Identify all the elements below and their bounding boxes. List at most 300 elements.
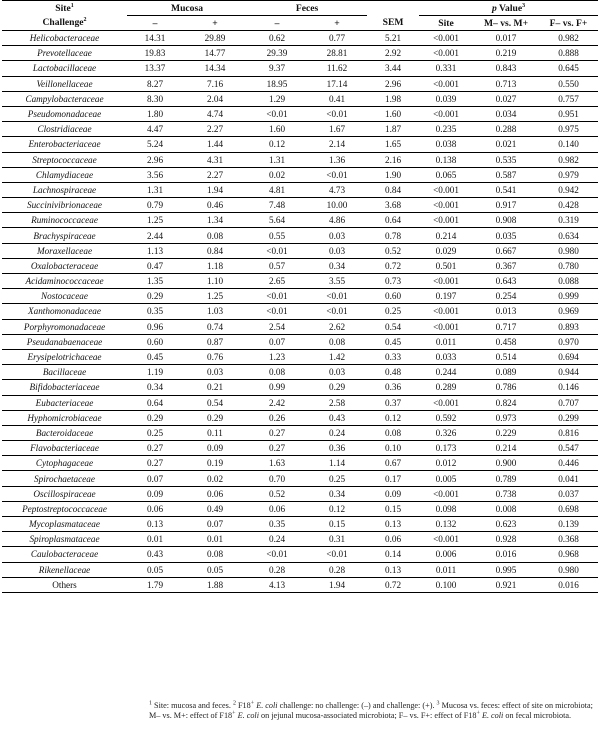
family-name-cell: Enterobacteriaceae bbox=[2, 137, 127, 152]
sem-cell: 3.44 bbox=[367, 61, 419, 76]
mucosa-plus-cell: 0.21 bbox=[183, 380, 247, 395]
sem-cell: 0.09 bbox=[367, 486, 419, 501]
feces-plus-cell: 1.42 bbox=[307, 349, 367, 364]
site-pvalue-cell: 0.244 bbox=[419, 365, 473, 380]
mucosa-minus-cell: 0.34 bbox=[127, 380, 183, 395]
mm-pvalue-cell: 0.717 bbox=[473, 319, 539, 334]
site-pvalue-cell: 0.033 bbox=[419, 349, 473, 364]
feces-plus-cell: 2.14 bbox=[307, 137, 367, 152]
sem-cell: 1.87 bbox=[367, 122, 419, 137]
feces-minus-cell: 0.70 bbox=[247, 471, 307, 486]
feces-minus-cell: 0.26 bbox=[247, 410, 307, 425]
feces-minus-cell: 0.57 bbox=[247, 258, 307, 273]
table-row bbox=[2, 167, 598, 182]
ff-pvalue-cell: 0.140 bbox=[539, 137, 598, 152]
feces-minus-cell: <0.01 bbox=[247, 289, 307, 304]
feces-minus-cell: <0.01 bbox=[247, 243, 307, 258]
family-name-cell: Oxalobacteraceae bbox=[2, 258, 127, 273]
mm-pvalue-cell: 0.367 bbox=[473, 258, 539, 273]
table-row bbox=[2, 91, 598, 106]
sem-cell: 0.54 bbox=[367, 319, 419, 334]
sem-cell: 0.84 bbox=[367, 182, 419, 197]
mucosa-minus-cell: 0.09 bbox=[127, 486, 183, 501]
mm-pvalue-cell: 0.738 bbox=[473, 486, 539, 501]
site-pvalue-cell: 0.029 bbox=[419, 243, 473, 258]
mucosa-plus-cell: 0.01 bbox=[183, 532, 247, 547]
sem-cell: 0.72 bbox=[367, 258, 419, 273]
mucosa-plus-cell: 0.05 bbox=[183, 562, 247, 577]
mucosa-plus-cell: 1.34 bbox=[183, 213, 247, 228]
mucosa-minus-cell: 4.47 bbox=[127, 122, 183, 137]
family-name-cell: Lactobacillaceae bbox=[2, 61, 127, 76]
table-row bbox=[2, 501, 598, 516]
family-name-cell: Peptostreptococcaceae bbox=[2, 501, 127, 516]
ff-pvalue-cell: 0.757 bbox=[539, 91, 598, 106]
mucosa-plus-cell: 0.54 bbox=[183, 395, 247, 410]
feces-minus-cell: <0.01 bbox=[247, 547, 307, 562]
mm-pvalue-cell: 0.021 bbox=[473, 137, 539, 152]
pvalue-header: p Value$^3$ bbox=[419, 1, 598, 16]
mm-pvalue-header: M– vs. M+ bbox=[473, 16, 539, 31]
site-pvalue-cell: 0.132 bbox=[419, 517, 473, 532]
mucosa-plus-cell: 1.25 bbox=[183, 289, 247, 304]
table-row bbox=[2, 122, 598, 137]
feces-minus-cell: <0.01 bbox=[247, 304, 307, 319]
family-name-cell: Bifidobacteriaceae bbox=[2, 380, 127, 395]
sem-cell: 0.06 bbox=[367, 532, 419, 547]
feces-minus-cell: 0.99 bbox=[247, 380, 307, 395]
mucosa-minus-cell: 0.64 bbox=[127, 395, 183, 410]
ff-pvalue-cell: 0.951 bbox=[539, 106, 598, 121]
feces-minus-cell: 0.12 bbox=[247, 137, 307, 152]
mucosa-plus-cell: 0.46 bbox=[183, 198, 247, 213]
mucosa-minus-cell: 0.29 bbox=[127, 289, 183, 304]
family-name-cell: Nostocaceae bbox=[2, 289, 127, 304]
family-name-cell: Spirochaetaceae bbox=[2, 471, 127, 486]
site-pvalue-cell: <0.001 bbox=[419, 319, 473, 334]
mucosa-minus-cell: 0.27 bbox=[127, 441, 183, 456]
site-pvalue-cell: 0.011 bbox=[419, 334, 473, 349]
feces-plus-cell: 0.25 bbox=[307, 471, 367, 486]
family-name-cell: Helicobacteraceae bbox=[2, 31, 127, 46]
ff-pvalue-cell: 0.780 bbox=[539, 258, 598, 273]
sem-cell: 1.65 bbox=[367, 137, 419, 152]
table-row bbox=[2, 380, 598, 395]
ff-pvalue-cell: 0.970 bbox=[539, 334, 598, 349]
feces-plus-cell: 0.34 bbox=[307, 258, 367, 273]
sem-cell: 1.60 bbox=[367, 106, 419, 121]
table-row bbox=[2, 137, 598, 152]
mucosa-minus-cell: 8.30 bbox=[127, 91, 183, 106]
blank-header bbox=[367, 1, 419, 16]
table-row bbox=[2, 334, 598, 349]
family-name-cell: Prevotellaceae bbox=[2, 46, 127, 61]
feces-plus-cell: 1.94 bbox=[307, 577, 367, 592]
mm-pvalue-cell: 0.587 bbox=[473, 167, 539, 182]
site-pvalue-cell: <0.001 bbox=[419, 182, 473, 197]
feces-minus-cell: 5.64 bbox=[247, 213, 307, 228]
mucosa-minus-cell: 0.96 bbox=[127, 319, 183, 334]
mm-pvalue-cell: 0.027 bbox=[473, 91, 539, 106]
mm-pvalue-cell: 0.458 bbox=[473, 334, 539, 349]
table-row bbox=[2, 577, 598, 592]
header-row-site bbox=[2, 1, 598, 16]
site-pvalue-cell: <0.001 bbox=[419, 395, 473, 410]
feces-plus-cell: <0.01 bbox=[307, 304, 367, 319]
family-name-cell: Xanthomonadaceae bbox=[2, 304, 127, 319]
feces-plus-cell: 2.62 bbox=[307, 319, 367, 334]
family-name-cell: Ruminococcaceae bbox=[2, 213, 127, 228]
feces-minus-header: – bbox=[247, 16, 307, 31]
feces-minus-cell: 1.60 bbox=[247, 122, 307, 137]
mm-pvalue-cell: 0.928 bbox=[473, 532, 539, 547]
sem-cell: 0.60 bbox=[367, 289, 419, 304]
feces-minus-cell: 0.52 bbox=[247, 486, 307, 501]
site-pvalue-cell: <0.001 bbox=[419, 274, 473, 289]
mm-pvalue-cell: 0.229 bbox=[473, 425, 539, 440]
table-row bbox=[2, 152, 598, 167]
sem-cell: 0.08 bbox=[367, 425, 419, 440]
site-pvalue-cell: 0.326 bbox=[419, 425, 473, 440]
site-pvalue-cell: 0.012 bbox=[419, 456, 473, 471]
ff-pvalue-cell: 0.982 bbox=[539, 152, 598, 167]
family-name-cell: Cytophagaceae bbox=[2, 456, 127, 471]
feces-plus-cell: 0.29 bbox=[307, 380, 367, 395]
site-pvalue-cell: 0.138 bbox=[419, 152, 473, 167]
table-row bbox=[2, 425, 598, 440]
ff-pvalue-cell: 0.041 bbox=[539, 471, 598, 486]
feces-plus-cell: 0.03 bbox=[307, 228, 367, 243]
mucosa-minus-cell: 8.27 bbox=[127, 76, 183, 91]
table-body bbox=[2, 31, 598, 593]
feces-minus-cell: 0.06 bbox=[247, 501, 307, 516]
table-row bbox=[2, 228, 598, 243]
family-name-cell: Campylobacteraceae bbox=[2, 91, 127, 106]
mm-pvalue-cell: 0.535 bbox=[473, 152, 539, 167]
site-header: Site$^1$ bbox=[2, 1, 127, 16]
mm-pvalue-cell: 0.789 bbox=[473, 471, 539, 486]
sem-cell: 2.92 bbox=[367, 46, 419, 61]
table-row bbox=[2, 31, 598, 46]
table-row bbox=[2, 213, 598, 228]
mucosa-plus-cell: 2.27 bbox=[183, 122, 247, 137]
site-pvalue-cell: 0.289 bbox=[419, 380, 473, 395]
family-name-cell: Spiroplasmataceae bbox=[2, 532, 127, 547]
table-row bbox=[2, 304, 598, 319]
table-row bbox=[2, 486, 598, 501]
site-pvalue-cell: <0.001 bbox=[419, 304, 473, 319]
ff-pvalue-cell: 0.428 bbox=[539, 198, 598, 213]
sem-cell: 0.64 bbox=[367, 213, 419, 228]
ff-pvalue-cell: 0.816 bbox=[539, 425, 598, 440]
family-name-cell: Veillonellaceae bbox=[2, 76, 127, 91]
mm-pvalue-cell: 0.921 bbox=[473, 577, 539, 592]
feces-plus-cell: 0.08 bbox=[307, 334, 367, 349]
feces-minus-cell: 7.48 bbox=[247, 198, 307, 213]
feces-minus-cell: 2.42 bbox=[247, 395, 307, 410]
family-name-cell: Mycoplasmataceae bbox=[2, 517, 127, 532]
sem-cell: 5.21 bbox=[367, 31, 419, 46]
ff-pvalue-cell: 0.694 bbox=[539, 349, 598, 364]
ff-pvalue-cell: 0.016 bbox=[539, 577, 598, 592]
ff-pvalue-cell: 0.037 bbox=[539, 486, 598, 501]
sem-cell: 0.67 bbox=[367, 456, 419, 471]
feces-plus-cell: 0.36 bbox=[307, 441, 367, 456]
site-pvalue-cell: 0.235 bbox=[419, 122, 473, 137]
ff-pvalue-header: F– vs. F+ bbox=[539, 16, 598, 31]
sem-cell: 3.68 bbox=[367, 198, 419, 213]
site-pvalue-cell: 0.065 bbox=[419, 167, 473, 182]
feces-header: Feces bbox=[247, 1, 367, 16]
ff-pvalue-cell: 0.645 bbox=[539, 61, 598, 76]
family-name-cell: Bacteroidaceae bbox=[2, 425, 127, 440]
mm-pvalue-cell: 0.034 bbox=[473, 106, 539, 121]
table-row bbox=[2, 471, 598, 486]
feces-minus-cell: 4.81 bbox=[247, 182, 307, 197]
ff-pvalue-cell: 0.968 bbox=[539, 547, 598, 562]
ff-pvalue-cell: 0.969 bbox=[539, 304, 598, 319]
mm-pvalue-cell: 0.843 bbox=[473, 61, 539, 76]
mucosa-plus-cell: 0.19 bbox=[183, 456, 247, 471]
feces-minus-cell: 0.55 bbox=[247, 228, 307, 243]
family-name-cell: Eubacteriaceae bbox=[2, 395, 127, 410]
site-pvalue-cell: 0.005 bbox=[419, 471, 473, 486]
site-pvalue-cell: 0.006 bbox=[419, 547, 473, 562]
sem-cell: 0.48 bbox=[367, 365, 419, 380]
site-pvalue-cell: <0.001 bbox=[419, 106, 473, 121]
mm-pvalue-cell: 0.973 bbox=[473, 410, 539, 425]
mm-pvalue-cell: 0.908 bbox=[473, 213, 539, 228]
table-row bbox=[2, 517, 598, 532]
sem-cell: 0.52 bbox=[367, 243, 419, 258]
mucosa-plus-cell: 0.03 bbox=[183, 365, 247, 380]
family-name-cell: Pseudomonadaceae bbox=[2, 106, 127, 121]
mucosa-plus-cell: 2.27 bbox=[183, 167, 247, 182]
feces-minus-cell: 18.95 bbox=[247, 76, 307, 91]
mucosa-plus-cell: 0.49 bbox=[183, 501, 247, 516]
mucosa-minus-cell: 3.56 bbox=[127, 167, 183, 182]
mucosa-minus-cell: 2.96 bbox=[127, 152, 183, 167]
mm-pvalue-cell: 0.900 bbox=[473, 456, 539, 471]
feces-plus-cell: 0.03 bbox=[307, 243, 367, 258]
feces-minus-cell: 0.02 bbox=[247, 167, 307, 182]
table-row bbox=[2, 106, 598, 121]
table-row bbox=[2, 289, 598, 304]
site-pvalue-header: Site bbox=[419, 16, 473, 31]
feces-minus-cell: 0.24 bbox=[247, 532, 307, 547]
sem-cell: 0.36 bbox=[367, 380, 419, 395]
ff-pvalue-cell: 0.139 bbox=[539, 517, 598, 532]
mm-pvalue-cell: 0.541 bbox=[473, 182, 539, 197]
mm-pvalue-cell: 0.995 bbox=[473, 562, 539, 577]
mucosa-plus-cell: 0.09 bbox=[183, 441, 247, 456]
feces-plus-cell: 0.15 bbox=[307, 517, 367, 532]
mucosa-minus-cell: 1.19 bbox=[127, 365, 183, 380]
mm-pvalue-cell: 0.917 bbox=[473, 198, 539, 213]
feces-plus-cell: 10.00 bbox=[307, 198, 367, 213]
mucosa-plus-header: + bbox=[183, 16, 247, 31]
mucosa-plus-cell: 0.11 bbox=[183, 425, 247, 440]
mm-pvalue-cell: 0.013 bbox=[473, 304, 539, 319]
ff-pvalue-cell: 0.446 bbox=[539, 456, 598, 471]
mucosa-plus-cell: 1.18 bbox=[183, 258, 247, 273]
feces-plus-cell: 1.36 bbox=[307, 152, 367, 167]
site-pvalue-cell: 0.214 bbox=[419, 228, 473, 243]
ff-pvalue-cell: 0.368 bbox=[539, 532, 598, 547]
mucosa-minus-cell: 1.25 bbox=[127, 213, 183, 228]
mucosa-minus-cell: 0.35 bbox=[127, 304, 183, 319]
feces-minus-cell: 0.07 bbox=[247, 334, 307, 349]
sem-cell: 0.78 bbox=[367, 228, 419, 243]
mucosa-plus-cell: 0.08 bbox=[183, 228, 247, 243]
mm-pvalue-cell: 0.219 bbox=[473, 46, 539, 61]
sem-cell: 0.73 bbox=[367, 274, 419, 289]
sem-cell: 2.16 bbox=[367, 152, 419, 167]
table-row bbox=[2, 198, 598, 213]
mucosa-minus-cell: 0.01 bbox=[127, 532, 183, 547]
mucosa-plus-cell: 0.08 bbox=[183, 547, 247, 562]
feces-plus-cell: 0.12 bbox=[307, 501, 367, 516]
mm-pvalue-cell: 0.089 bbox=[473, 365, 539, 380]
feces-plus-cell: 0.28 bbox=[307, 562, 367, 577]
mucosa-plus-cell: 4.31 bbox=[183, 152, 247, 167]
feces-minus-cell: 1.23 bbox=[247, 349, 307, 364]
feces-plus-cell: 0.03 bbox=[307, 365, 367, 380]
feces-minus-cell: 9.37 bbox=[247, 61, 307, 76]
site-pvalue-cell: <0.001 bbox=[419, 31, 473, 46]
table-row bbox=[2, 258, 598, 273]
ff-pvalue-cell: 0.979 bbox=[539, 167, 598, 182]
feces-plus-cell: 11.62 bbox=[307, 61, 367, 76]
mucosa-minus-cell: 14.31 bbox=[127, 31, 183, 46]
table-row bbox=[2, 456, 598, 471]
feces-minus-cell: 1.63 bbox=[247, 456, 307, 471]
table-row bbox=[2, 182, 598, 197]
site-pvalue-cell: 0.173 bbox=[419, 441, 473, 456]
table-row bbox=[2, 532, 598, 547]
site-pvalue-cell: <0.001 bbox=[419, 198, 473, 213]
site-pvalue-cell: 0.592 bbox=[419, 410, 473, 425]
mucosa-plus-cell: 1.03 bbox=[183, 304, 247, 319]
feces-plus-cell: <0.01 bbox=[307, 547, 367, 562]
mm-pvalue-cell: 0.008 bbox=[473, 501, 539, 516]
family-name-cell: Caulobacteraceae bbox=[2, 547, 127, 562]
sem-cell: 1.90 bbox=[367, 167, 419, 182]
mucosa-minus-cell: 13.37 bbox=[127, 61, 183, 76]
feces-plus-cell: 1.14 bbox=[307, 456, 367, 471]
feces-plus-cell: 3.55 bbox=[307, 274, 367, 289]
mucosa-plus-cell: 1.10 bbox=[183, 274, 247, 289]
site-pvalue-cell: 0.038 bbox=[419, 137, 473, 152]
family-name-cell: Porphyromonadaceae bbox=[2, 319, 127, 334]
site-pvalue-cell: 0.098 bbox=[419, 501, 473, 516]
mm-pvalue-cell: 0.643 bbox=[473, 274, 539, 289]
mucosa-plus-cell: 2.04 bbox=[183, 91, 247, 106]
table-row bbox=[2, 319, 598, 334]
family-name-cell: Lachnospiraceae bbox=[2, 182, 127, 197]
sem-cell: 0.10 bbox=[367, 441, 419, 456]
ff-pvalue-cell: 0.146 bbox=[539, 380, 598, 395]
ff-pvalue-cell: 0.888 bbox=[539, 46, 598, 61]
sem-cell: 0.14 bbox=[367, 547, 419, 562]
table-row bbox=[2, 365, 598, 380]
site-pvalue-cell: <0.001 bbox=[419, 486, 473, 501]
ff-pvalue-cell: 0.319 bbox=[539, 213, 598, 228]
mucosa-plus-cell: 29.89 bbox=[183, 31, 247, 46]
mucosa-minus-cell: 0.06 bbox=[127, 501, 183, 516]
family-name-cell: Succinivibrionaceae bbox=[2, 198, 127, 213]
family-name-cell: Acidaminococcaceae bbox=[2, 274, 127, 289]
family-name-cell: Chlamydiaceae bbox=[2, 167, 127, 182]
feces-plus-cell: 0.31 bbox=[307, 532, 367, 547]
mucosa-plus-cell: 0.06 bbox=[183, 486, 247, 501]
feces-plus-cell: <0.01 bbox=[307, 106, 367, 121]
ff-pvalue-cell: 0.975 bbox=[539, 122, 598, 137]
feces-plus-cell: 0.34 bbox=[307, 486, 367, 501]
family-name-cell: Moraxellaceae bbox=[2, 243, 127, 258]
ff-pvalue-cell: 0.942 bbox=[539, 182, 598, 197]
mucosa-minus-cell: 0.27 bbox=[127, 456, 183, 471]
feces-minus-cell: 0.28 bbox=[247, 562, 307, 577]
mucosa-minus-cell: 0.45 bbox=[127, 349, 183, 364]
family-name-cell: Others bbox=[2, 577, 127, 592]
table-row bbox=[2, 441, 598, 456]
sem-header: SEM bbox=[367, 16, 419, 31]
feces-plus-cell: 1.67 bbox=[307, 122, 367, 137]
family-name-cell: Clostridiaceae bbox=[2, 122, 127, 137]
mm-pvalue-cell: 0.214 bbox=[473, 441, 539, 456]
mm-pvalue-cell: 0.667 bbox=[473, 243, 539, 258]
family-name-cell: Hyphomicrobiaceae bbox=[2, 410, 127, 425]
mm-pvalue-cell: 0.017 bbox=[473, 31, 539, 46]
feces-plus-cell: 4.73 bbox=[307, 182, 367, 197]
feces-minus-cell: 1.31 bbox=[247, 152, 307, 167]
family-name-cell: Oscillospiraceae bbox=[2, 486, 127, 501]
site-pvalue-cell: <0.001 bbox=[419, 532, 473, 547]
mm-pvalue-cell: 0.288 bbox=[473, 122, 539, 137]
feces-plus-cell: 0.77 bbox=[307, 31, 367, 46]
ff-pvalue-cell: 0.999 bbox=[539, 289, 598, 304]
sem-cell: 0.33 bbox=[367, 349, 419, 364]
mucosa-plus-cell: 1.44 bbox=[183, 137, 247, 152]
mucosa-minus-cell: 2.44 bbox=[127, 228, 183, 243]
sem-cell: 0.12 bbox=[367, 410, 419, 425]
mm-pvalue-cell: 0.713 bbox=[473, 76, 539, 91]
feces-minus-cell: <0.01 bbox=[247, 106, 307, 121]
mm-pvalue-cell: 0.514 bbox=[473, 349, 539, 364]
feces-plus-cell: <0.01 bbox=[307, 289, 367, 304]
ff-pvalue-cell: 0.980 bbox=[539, 562, 598, 577]
ff-pvalue-cell: 0.980 bbox=[539, 243, 598, 258]
sem-cell: 0.13 bbox=[367, 517, 419, 532]
ff-pvalue-cell: 0.698 bbox=[539, 501, 598, 516]
sem-cell: 0.15 bbox=[367, 501, 419, 516]
mm-pvalue-cell: 0.016 bbox=[473, 547, 539, 562]
family-name-cell: Streptococcaceae bbox=[2, 152, 127, 167]
mucosa-plus-cell: 14.77 bbox=[183, 46, 247, 61]
microbiota-table bbox=[2, 0, 598, 593]
feces-minus-cell: 2.54 bbox=[247, 319, 307, 334]
mucosa-plus-cell: 1.94 bbox=[183, 182, 247, 197]
family-name-cell: Rikenellaceae bbox=[2, 562, 127, 577]
site-pvalue-cell: 0.100 bbox=[419, 577, 473, 592]
table-row bbox=[2, 547, 598, 562]
ff-pvalue-cell: 0.547 bbox=[539, 441, 598, 456]
family-name-cell: Brachyspiraceae bbox=[2, 228, 127, 243]
site-pvalue-cell: 0.011 bbox=[419, 562, 473, 577]
site-pvalue-cell: <0.001 bbox=[419, 46, 473, 61]
table-footnote: $^1$ Site: mucosa and feces. $^2$ F18+ E. coli challenge: no challenge: (–) and challenge: (+). $^3$ Mucosa vs. feces: effect of site on microbiota; M– vs. M+: effect of F18+ E. coli on jejunal mucosa-associated microbiota; F– vs. F+: effect of F18+ E. coli on fecal microbiota. bbox=[149, 700, 593, 721]
